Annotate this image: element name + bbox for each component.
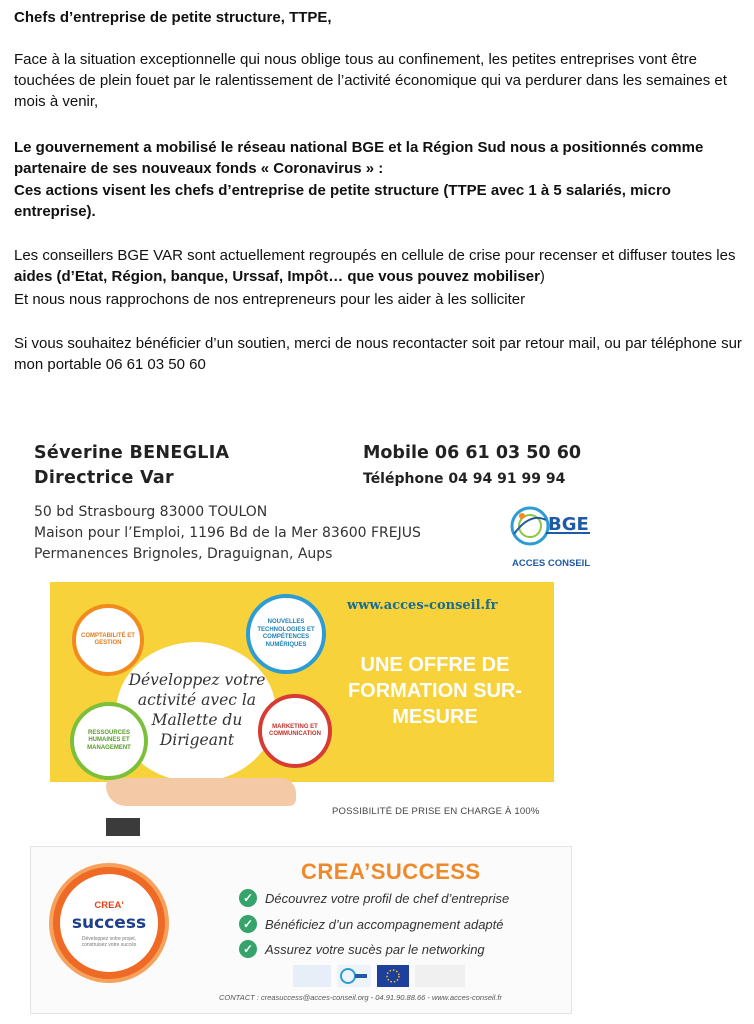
greeting: Chefs d’entreprise de petite structure, TTPE,	[14, 9, 332, 26]
mallette-text: Développez votre activité avec la Mallette du Dirigeant	[128, 671, 266, 749]
check-icon: ✓	[239, 889, 257, 907]
signature-phone: Téléphone 04 94 91 99 94	[363, 471, 566, 487]
sleeve-illustration	[106, 818, 140, 836]
signature-address-frejus: Maison pour l’Emploi, 1196 Bd de la Mer 83600 FREJUS	[34, 525, 421, 541]
benefit-text: Découvrez votre profil de chef d’entreprise	[265, 890, 510, 906]
creasuccess-title: CREA’SUCCESS	[301, 859, 481, 884]
banner-offer-title: UNE OFFRE DE FORMATION SUR-MESURE	[347, 654, 523, 728]
benefit-item	[239, 889, 509, 907]
check-icon: ✓	[239, 915, 257, 933]
bge-mini-icon	[339, 966, 369, 986]
circle-comptabilite: COMPTABILITÉ ET GESTION	[72, 604, 144, 676]
signature-address-toulon: 50 bd Strasbourg 83000 TOULON	[34, 504, 268, 520]
banner-url[interactable]: www.acces-conseil.fr	[347, 598, 498, 613]
check-icon: ✓	[239, 940, 257, 958]
bge-logo-subtitle: ACCES CONSEIL	[512, 558, 591, 569]
creasuccess-contact: CONTACT : creasuccess@acces-conseil.org - 04.91.90.88.66 - www.acces-conseil.fr	[219, 993, 502, 1002]
eu-flag-icon	[377, 965, 409, 987]
creasuccess-badge	[53, 867, 165, 979]
circle-marketing: MARKETING ET COMMUNICATION	[258, 694, 332, 768]
bge-logo	[502, 500, 602, 580]
benefit-text: Assurez votre sucès par le networking	[265, 941, 485, 957]
paragraph-contact: Si vous souhaitez bénéficier d’un soutien, merci de nous recontacter soit par retour mail, ou par téléphone sur mon portable 06 61 03 50 60	[14, 335, 742, 373]
bge-logo-text: BGE	[548, 514, 589, 535]
creasuccess-banner	[30, 846, 572, 1014]
badge-tagline: Développez votre projet, construisez votre succès	[81, 936, 137, 948]
circle-technologies: NOUVELLES TECHNOLOGIES ET COMPÉTENCES NUMÉRIQUES	[246, 594, 326, 674]
signature-permanences: Permanences Brignoles, Draguignan, Aups	[34, 546, 333, 562]
badge-success-text: success	[71, 913, 147, 933]
email-signature	[30, 438, 600, 578]
paragraph-rapprochement: Et nous nous rapprochons de nos entrepreneurs pour les aider à les solliciter	[14, 291, 526, 308]
circle-ressources-humaines: RESSOURCES HUMAINES ET MANAGEMENT	[70, 702, 148, 780]
signature-mobile: Mobile 06 61 03 50 60	[363, 443, 582, 463]
paragraph-actions: Ces actions visent les chefs d’entreprise de petite structure (TTPE avec 1 à 5 salariés, micro entreprise).	[14, 182, 671, 220]
paragraph-conseillers: Les conseillers BGE VAR sont actuellement regroupés en cellule de crise pour recenser et diffuser toutes les aides (d’Etat, Région, banque, Urssaf, Impôt… que vous pouvez mobiliser)	[14, 247, 736, 285]
paragraph-gouvernement: Le gouvernement a mobilisé le réseau national BGE et la Région Sud nous a positionnés comme partenaire de ses nouveaux fonds « Coronavirus » :	[14, 139, 704, 177]
partner-logo-1	[293, 965, 331, 987]
benefit-item	[239, 940, 485, 958]
hand-illustration	[106, 778, 296, 806]
partner-logo-bge	[337, 965, 371, 987]
formation-banner	[50, 582, 554, 836]
banner-funding-note: POSSIBILITÉ DE PRISE EN CHARGE À 100%	[332, 806, 540, 817]
benefit-text: Bénéficiez d’un accompagnement adapté	[265, 916, 504, 932]
paragraph-situation: Face à la situation exceptionnelle qui nous oblige tous au confinement, les petites entreprises vont être touchées de plein fouet par le ralentissement de l’activité économique qui va perdurer dans les semaines et mois à venir,	[14, 51, 727, 110]
benefit-item	[239, 915, 504, 933]
partner-logo-text-block	[415, 965, 465, 987]
badge-crea-text: CREA'	[94, 900, 124, 911]
signature-role: Directrice Var	[34, 468, 174, 488]
signature-name: Séverine BENEGLIA	[34, 443, 230, 463]
partner-logos	[293, 965, 465, 987]
